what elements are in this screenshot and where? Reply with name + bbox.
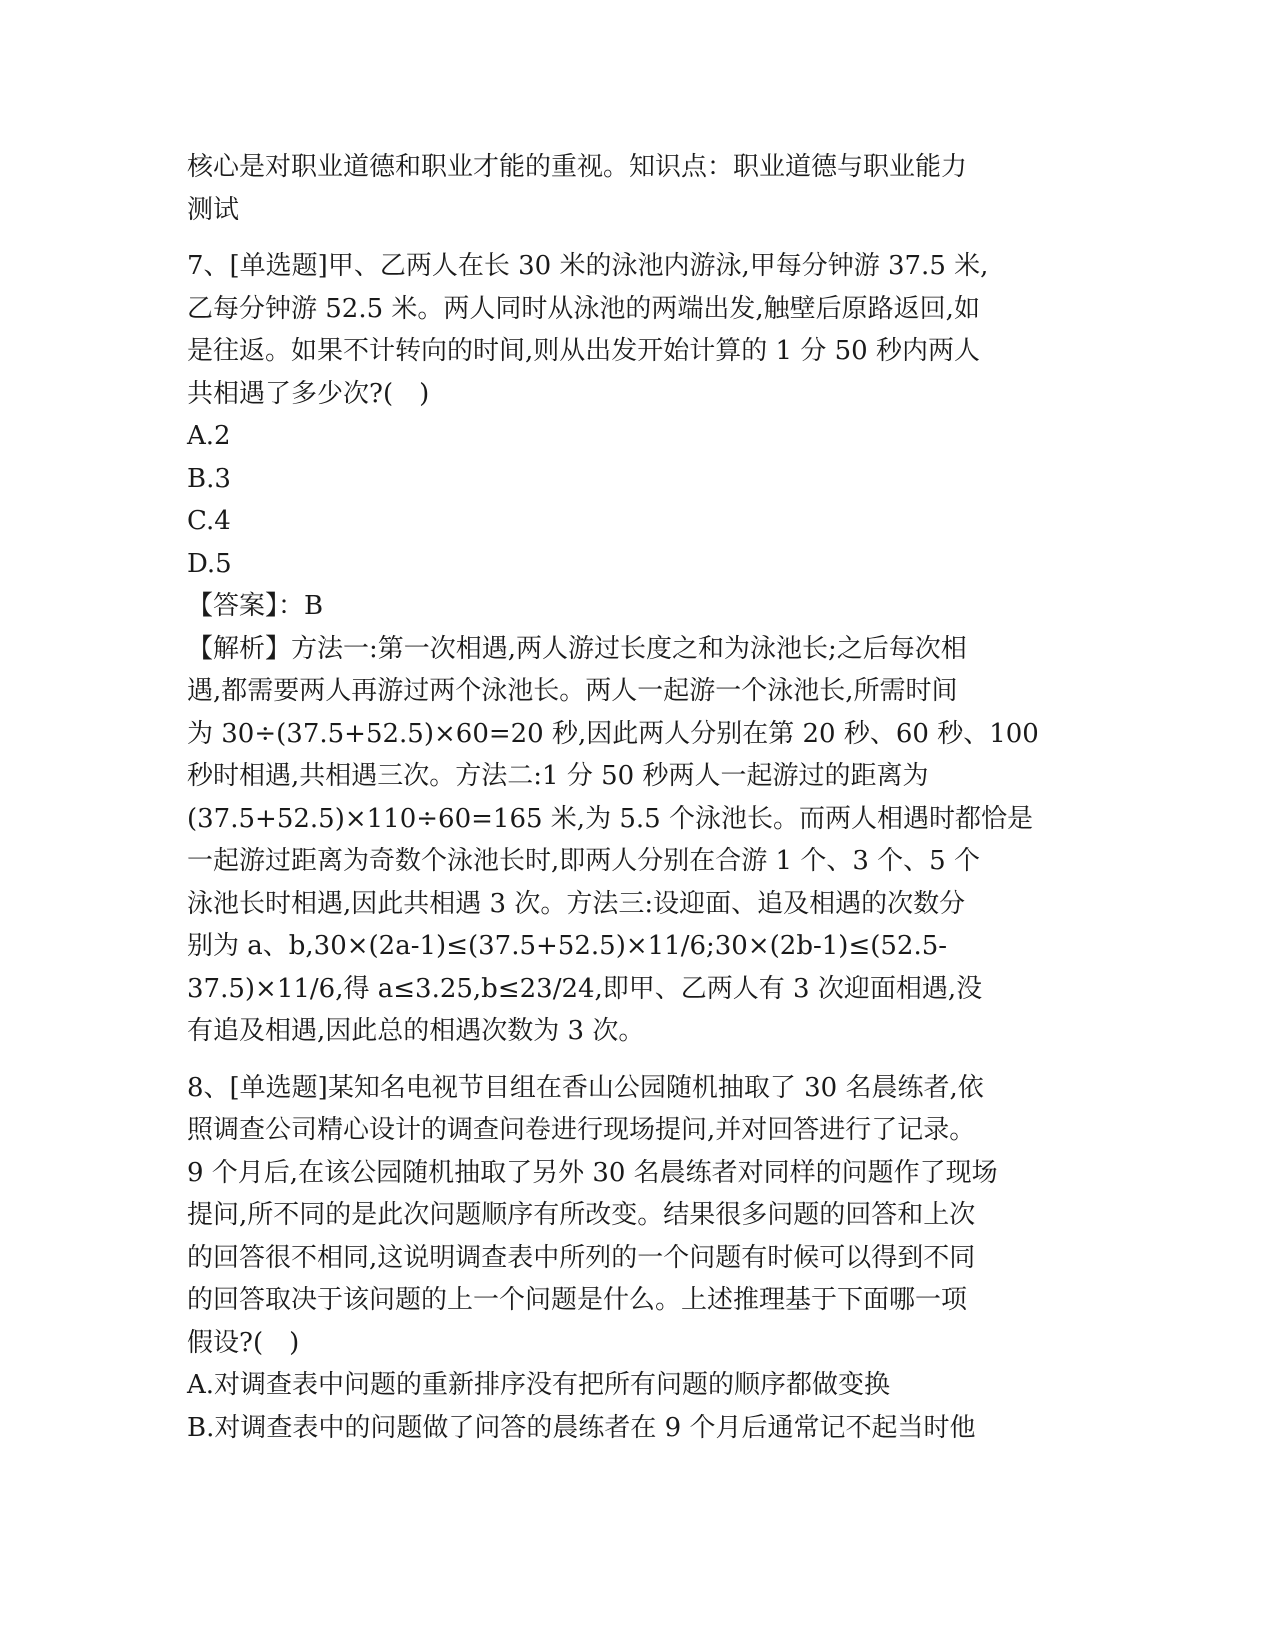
question-7-analysis-line: (37.5+52.5)×110÷60=165 米,为 5.5 个泳池长。而两人相遇时都恰是 <box>187 803 1033 834</box>
document-page <box>187 146 1087 1449</box>
question-7-analysis-line: 为 30÷(37.5+52.5)×60=20 秒,因此两人分别在第 20 秒、60 秒、100 <box>187 718 1039 749</box>
question-7-answer: 【答案】：B <box>187 591 324 621</box>
intro-line: 核心是对职业道德和职业才能的重视。知识点：职业道德与职业能力 <box>187 152 968 182</box>
question-8-stem-line: 照调查公司精心设计的调查问卷进行现场提问,并对回答进行了记录。 <box>187 1115 976 1145</box>
question-8-option-a: A.对调查表中问题的重新排序没有把所有问题的顺序都做变换 <box>187 1370 891 1400</box>
question-7-analysis-line: 别为 a、b,30×(2a-1)≤(37.5+52.5)×11/6;30×(2b-1)≤(52.5- <box>187 931 948 961</box>
question-7-option-d: D.5 <box>187 548 232 579</box>
question-8 <box>187 1067 1087 1450</box>
question-7-stem-line: 共相遇了多少次?( ) <box>187 378 430 409</box>
question-7-analysis-line: 遇,都需要两人再游过两个泳池长。两人一起游一个泳池长,所需时间 <box>187 676 958 706</box>
question-7-analysis-line: 一起游过距离为奇数个泳池长时,即两人分别在合游 1 个、3 个、5 个 <box>187 846 980 876</box>
question-8-stem-line: 的回答取决于该问题的上一个问题是什么。上述推理基于下面哪一项 <box>187 1285 968 1315</box>
question-7-option-c: C.4 <box>187 506 231 536</box>
question-8-stem-line: 9 个月后,在该公园随机抽取了另外 30 名晨练者对同样的问题作了现场 <box>187 1157 998 1188</box>
question-7-analysis-line: 有追及相遇,因此总的相遇次数为 3 次。 <box>187 1016 645 1046</box>
question-7-analysis-line: 37.5)×11/6,得 a≤3.25,b≤23/24,即甲、乙两人有 3 次迎面相遇,没 <box>187 973 983 1004</box>
intro-paragraph <box>187 146 1087 231</box>
question-7-option-b: B.3 <box>187 463 231 494</box>
question-7-analysis-line: 秒时相遇,共相遇三次。方法二:1 分 50 秒两人一起游过的距离为 <box>187 761 929 791</box>
question-7-analysis-line: 泳池长时相遇,因此共相遇 3 次。方法三:设迎面、追及相遇的次数分 <box>187 888 966 919</box>
intro-line: 测试 <box>187 194 240 225</box>
question-7-analysis-line: 【解析】方法一:第一次相遇,两人游过长度之和为泳池长;之后每次相 <box>187 633 967 664</box>
question-7 <box>187 245 1087 1053</box>
question-8-stem-line: 8、[单选题]某知名电视节目组在香山公园随机抽取了 30 名晨练者,依 <box>187 1072 984 1103</box>
question-8-stem-line: 的回答很不相同,这说明调查表中所列的一个问题有时候可以得到不同 <box>187 1242 976 1273</box>
question-7-stem-line: 7、[单选题]甲、乙两人在长 30 米的泳池内游泳,甲每分钟游 37.5 米, <box>187 251 989 281</box>
question-8-option-b: B.对调查表中的问题做了问答的晨练者在 9 个月后通常记不起当时他 <box>187 1412 976 1443</box>
question-7-stem-line: 乙每分钟游 52.5 米。两人同时从泳池的两端出发,触壁后原路返回,如 <box>187 293 980 324</box>
question-8-stem-line: 假设?( ) <box>187 1327 300 1358</box>
question-7-option-a: A.2 <box>187 421 231 451</box>
question-7-stem-line: 是往返。如果不计转向的时间,则从出发开始计算的 1 分 50 秒内两人 <box>187 336 980 366</box>
question-8-stem-line: 提问,所不同的是此次问题顺序有所改变。结果很多问题的回答和上次 <box>187 1200 976 1230</box>
